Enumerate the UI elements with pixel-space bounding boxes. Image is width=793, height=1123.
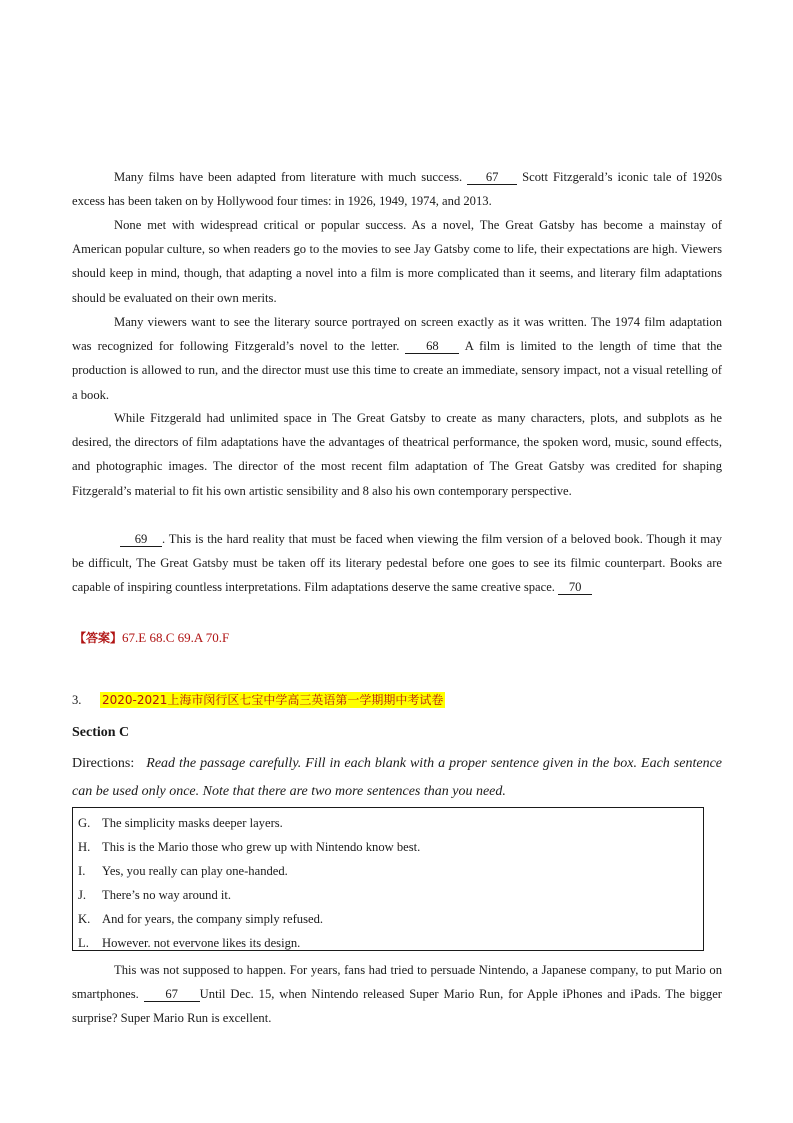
passage1-paragraph-5 [72, 527, 722, 600]
option-letter: G. [78, 816, 91, 830]
answer-text: 67.E 68.C 69.A 70.F [122, 630, 230, 645]
option-letter: J. [78, 888, 87, 902]
passage1-p3-text-before: Many viewers want to see the literary source portrayed on screen exactly as it was written. The 1974 film adaptation was recognized for following Fitzgerald’s novel to the letter. [72, 315, 722, 354]
blank-67: 67 [467, 170, 517, 185]
question-number: 3. [72, 693, 82, 707]
directions-text: Read the passage carefully. Fill in each blank with a proper sentence given in the box. Each sentence can be used only once. Note that there are two more sentences than you need. [72, 756, 722, 799]
option-item [78, 931, 703, 955]
blank-67-section-c: 67 [144, 987, 200, 1002]
option-text: The simplicity masks deeper layers. [102, 816, 283, 830]
directions [72, 750, 722, 806]
option-item [78, 883, 703, 907]
option-text: This is the Mario those who grew up with Nintendo know best. [102, 840, 421, 854]
passage2-p1-text-after: Until Dec. 15, when Nintendo released Super Mario Run, for Apple iPhones and iPads. The bigger surprise? Super Mario Run is excellent. [72, 987, 722, 1026]
blank-68: 68 [405, 339, 459, 354]
passage1-paragraph-2: None met with widespread critical or popular success. As a novel, The Great Gatsby has become a mainstay of American popular culture, so when readers go to the movies to see Jay Gatsby come to life, their expectations are high. Viewers should keep in mind, though, that adapting a novel into a film is more complicated than it seems, and literary film adaptations should be evaluated on their own merits. [72, 218, 722, 305]
option-text: There’s no way around it. [102, 888, 232, 902]
blank-69: 69 [120, 532, 162, 547]
passage1-paragraph-1 [72, 165, 722, 213]
directions-label: Directions: [72, 756, 135, 771]
section-title: Section C [72, 725, 130, 740]
passage1-paragraph-4: While Fitzgerald had unlimited space in The Great Gatsby to create as many characters, plots, and subplots as he desired, the directors of film adaptations have the advantages of theatrical performance, the spoken word, music, sound effects, and photographic images. The director of the most recent film adaptation of The Great Gatsby was credited for shaping Fitzgerald’s material to fit his own artistic sensibility and 8 also his own contemporary perspective. [72, 411, 722, 498]
option-letter: L. [78, 936, 89, 950]
question-source-link[interactable]: 2020-2021上海市闵行区七宝中学高三英语第一学期期中考试卷 [102, 693, 444, 707]
option-letter: H. [78, 840, 91, 854]
passage1-p1-text-before: Many films have been adapted from literature with much success. [114, 170, 463, 184]
passage2-p1-text-before: This was not supposed to happen. For years, fans had tried to persuade Nintendo, a Japanese company, to put Mario on smartphones. [72, 963, 722, 1002]
passage1-p5-text-after: . This is the hard reality that must be faced when viewing the film version of a beloved book. Though it may be difficult, The Great Gatsby must be taken off its literary pedestal before one goes to see its filmic counterpart. Books are capable of inspiring countless interpretations. Film adaptations deserve the same creative space. [72, 532, 722, 595]
options-box [72, 807, 704, 951]
option-item [78, 859, 703, 883]
passage1-paragraph-3 [72, 310, 722, 407]
option-text: And for years, the company simply refused. [102, 912, 324, 926]
option-text: Yes, you really can play one-handed. [102, 864, 288, 878]
option-letter: K. [78, 912, 91, 926]
passage1-p3-text-after: A film is limited to the length of time that the production is allowed to run, and the director must use this time to create an immediate, sensory impact, not a visual retelling of a book. [72, 339, 722, 402]
option-item [78, 907, 703, 931]
question-3-header [72, 689, 445, 711]
passage2-paragraph-1 [72, 958, 722, 1031]
option-text: However. not evervone likes its design. [102, 936, 301, 950]
answer-label: 【答案】 [74, 631, 123, 645]
option-letter: I. [78, 864, 86, 878]
passage1-p1-text-after: Scott Fitzgerald’s iconic tale of 1920s excess has been taken on by Hollywood four times: in 1926, 1949, 1974, and 2013. [72, 170, 722, 209]
answer-line [74, 626, 229, 650]
option-item [78, 835, 703, 859]
blank-70: 70 [558, 580, 592, 595]
document-page [72, 0, 722, 1123]
option-item [78, 811, 703, 835]
